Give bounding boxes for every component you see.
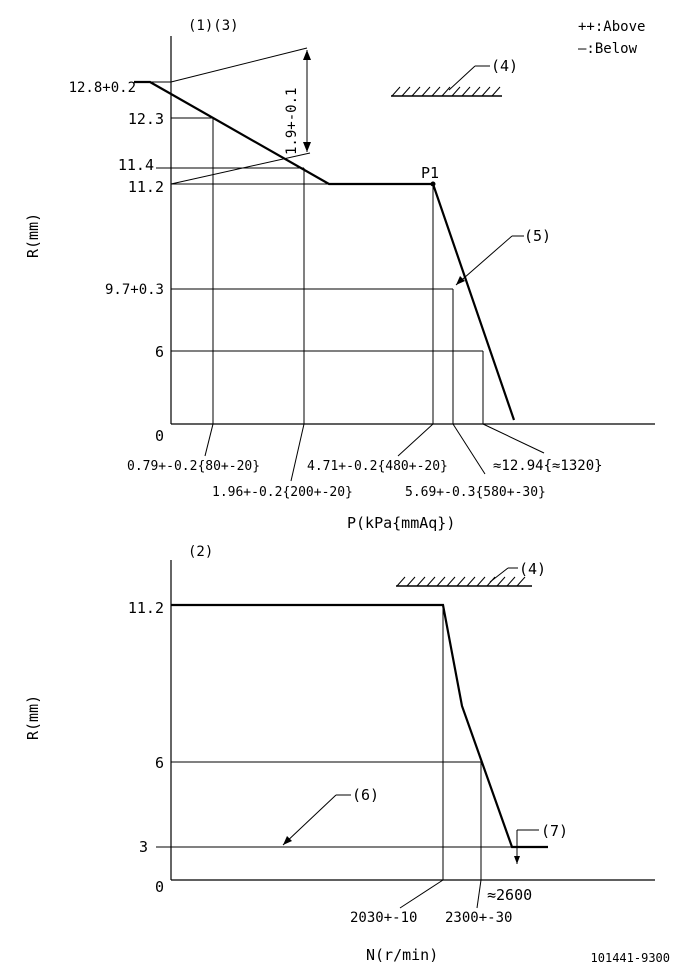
bottom-x-tick-2300: 2300+-30	[445, 910, 513, 926]
y-tick-9-7: 9.7+0.3	[104, 282, 164, 298]
bottom-x-tick-2600: ≈2600	[487, 886, 533, 904]
dim-1-9: 1.9+-0.1	[284, 87, 300, 155]
x-tick-12-94: ≈12.94{≈1320}	[493, 458, 603, 474]
x-tick-4-71: 4.71+-0.2{480+-20}	[307, 459, 448, 474]
top-y-label: R(mm)	[24, 212, 42, 258]
bottom-chart	[24, 544, 655, 964]
bottom-curve	[171, 605, 548, 847]
y-tick-0: 0	[154, 427, 164, 445]
x-tick-0-79: 0.79+-0.2{80+-20}	[127, 459, 261, 474]
drawing-number: 101441-9300	[590, 951, 670, 965]
p1-label: P1	[421, 164, 440, 182]
top-chart-labels: (1)(3)	[188, 18, 239, 34]
top-x-label: P(kPa{mmAq})	[347, 514, 456, 532]
bottom-chart-labels: (2)	[188, 544, 214, 560]
top-stopper-label: (4)	[491, 57, 519, 75]
x-tick-5-69: 5.69+-0.3{580+-30}	[405, 485, 546, 500]
bottom-y-tick-3: 3	[138, 838, 148, 856]
y-tick-11-4: 11.4	[117, 156, 154, 174]
bottom-callout-7: (7)	[541, 822, 569, 840]
bottom-x-label: N(r/min)	[366, 946, 439, 964]
p1-point	[431, 182, 436, 187]
bottom-stopper-label: (4)	[519, 560, 547, 578]
top-curve	[134, 82, 514, 420]
legend-below: —:Below	[578, 41, 638, 57]
top-stopper-hatch	[391, 87, 502, 96]
bottom-x-tick-2030: 2030+-10	[350, 910, 418, 926]
bottom-y-tick-6: 6	[154, 754, 164, 772]
bottom-callout-6: (6)	[352, 786, 380, 804]
x-tick-1-96: 1.96+-0.2{200+-20}	[212, 485, 353, 500]
y-tick-6: 6	[154, 343, 164, 361]
y-tick-11-2: 11.2	[127, 178, 164, 196]
bottom-y-tick-0: 0	[154, 878, 164, 896]
top-callout-5: (5)	[524, 227, 552, 245]
bottom-y-label: R(mm)	[24, 694, 42, 740]
bottom-stopper-hatch	[396, 577, 532, 586]
top-chart	[24, 18, 655, 532]
y-tick-12-3: 12.3	[127, 110, 164, 128]
legend-above: ++:Above	[578, 19, 646, 35]
bottom-y-tick-11-2: 11.2	[127, 599, 164, 617]
y-tick-12-8: 12.8+0.2	[68, 80, 136, 96]
